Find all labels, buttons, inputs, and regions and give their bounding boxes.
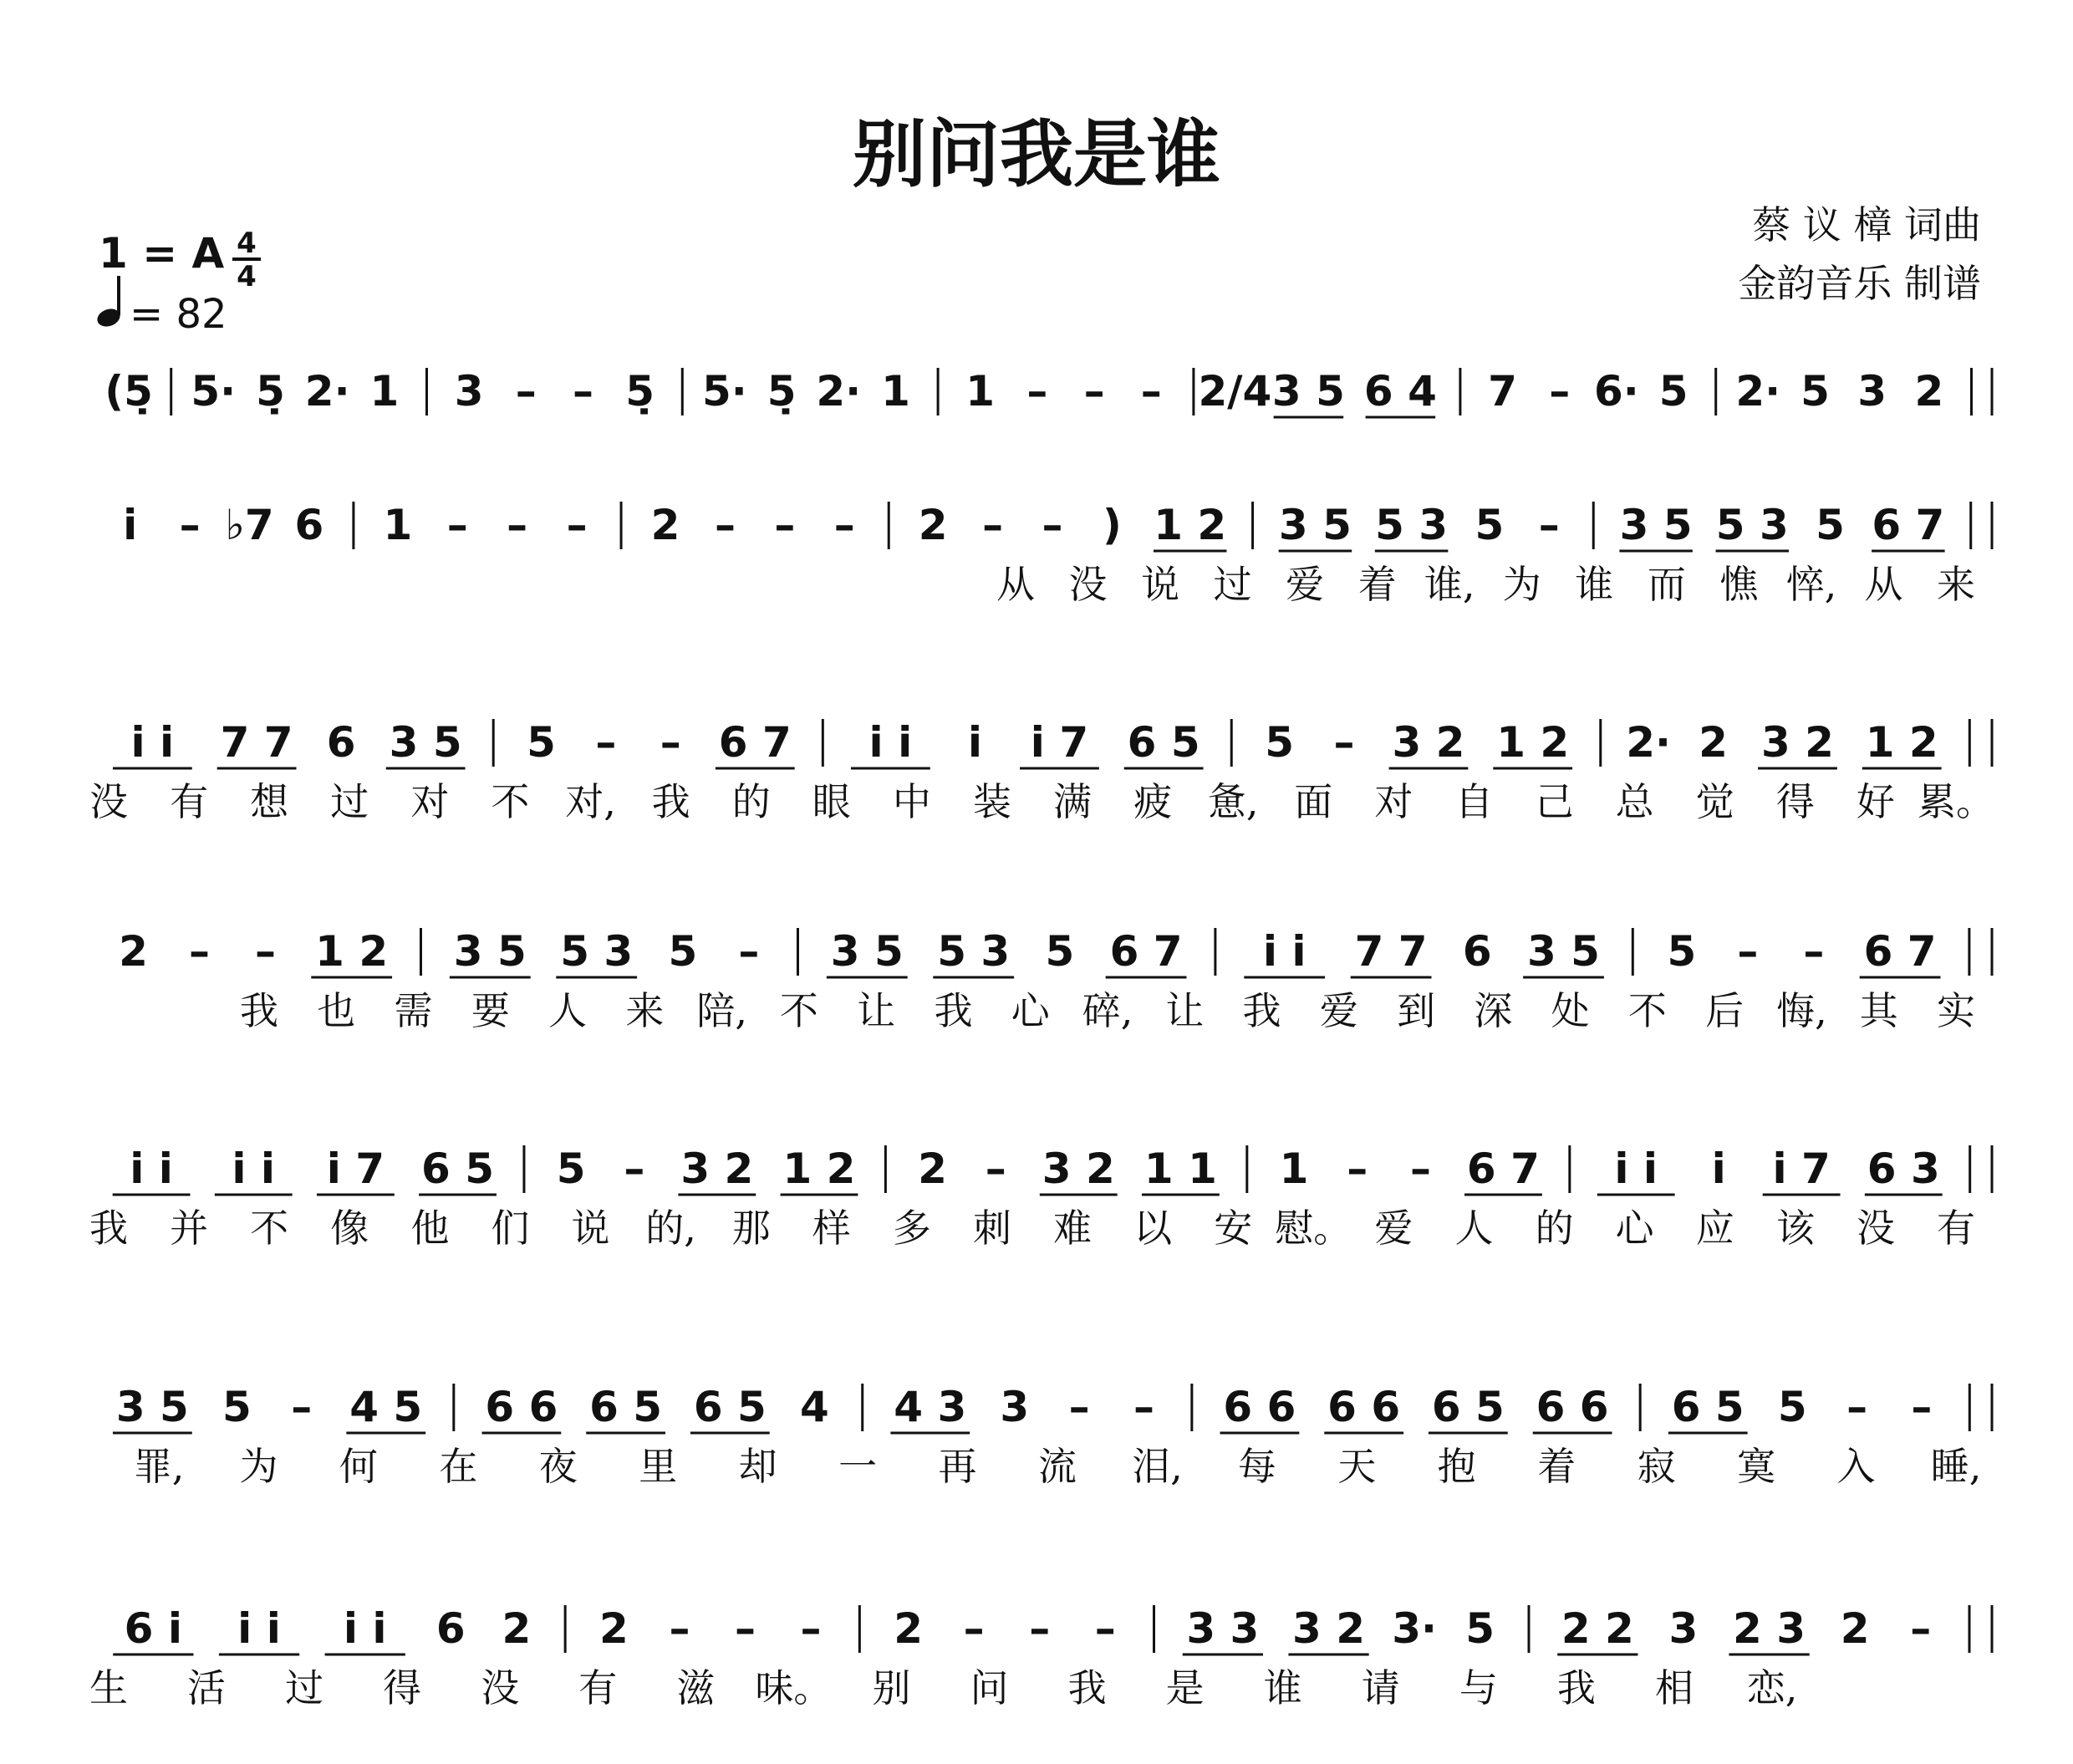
- lyric-syllable: 有: [1937, 1206, 1975, 1251]
- lyric-syllable: 为: [239, 1444, 278, 1489]
- note-token: 7 7: [1354, 927, 1428, 976]
- lyric-syllable: 难: [1053, 1206, 1093, 1251]
- lyric-syllable: 寞: [1737, 1444, 1776, 1489]
- note-token: 5 3: [1375, 501, 1449, 549]
- lyric-syllable: 心: [1615, 1206, 1654, 1251]
- note-token: 1 2: [315, 927, 389, 976]
- note-token: i: [1711, 1145, 1726, 1193]
- note-token: 3: [1857, 367, 1887, 416]
- note-token: 3 5: [1278, 501, 1352, 549]
- note-token: –: [982, 501, 1004, 549]
- lyric-syllable: 陪,: [696, 988, 747, 1033]
- note-token: –: [573, 367, 593, 416]
- lyric-syllable: 到: [1397, 988, 1436, 1033]
- note-token: –: [1737, 927, 1759, 976]
- lyric-syllable: 自: [1454, 779, 1494, 824]
- lyric-syllable: 来: [625, 988, 665, 1033]
- score-system-5: [89, 1145, 1992, 1251]
- lyric-syllable: 我: [240, 988, 278, 1033]
- note-token: 5: [1475, 501, 1505, 549]
- lyric-syllable: 不: [491, 779, 530, 824]
- note-token: –: [1029, 1604, 1051, 1653]
- note-token: 5: [1777, 1383, 1807, 1431]
- lyric-syllable: 流: [1038, 1444, 1077, 1489]
- note-token: –: [515, 367, 537, 416]
- note-token: 5: [527, 718, 556, 767]
- lyric-syllable: 从: [1864, 562, 1903, 607]
- lyric-syllable: 问: [970, 1665, 1009, 1710]
- lyric-syllable: 没: [1856, 1206, 1895, 1251]
- lyric-syllable: 爱: [1286, 562, 1325, 607]
- lyric-syllable: 他: [410, 1206, 450, 1251]
- note-token: –: [1042, 501, 1063, 549]
- lyric-syllable: 好: [1856, 779, 1895, 824]
- lyric-syllable: 多: [892, 1206, 931, 1251]
- note-token: 6 7: [1466, 1145, 1540, 1193]
- note-token: –: [800, 1604, 822, 1653]
- note-token: 5: [1045, 927, 1075, 976]
- lyric-syllable: 在: [439, 1444, 478, 1489]
- lyric-syllable: 刺: [972, 1206, 1011, 1251]
- note-token: 6 7: [1109, 927, 1183, 976]
- note-token: –: [833, 501, 855, 549]
- note-token: 6 7: [1872, 501, 1945, 549]
- note-token: –: [1068, 1383, 1090, 1431]
- lyric-syllable: 说: [571, 1206, 610, 1251]
- note-token: 6 5: [589, 1383, 663, 1431]
- note-token: 2·: [1735, 367, 1781, 416]
- note-token: –: [738, 927, 760, 976]
- lyric-syllable: 中: [892, 779, 931, 824]
- lyric-syllable: 入: [1836, 1444, 1876, 1489]
- note-token: i 7: [1030, 718, 1089, 767]
- note-token: 2·: [1626, 718, 1672, 767]
- lyric-syllable: 对: [1374, 779, 1413, 824]
- note-token: –: [660, 718, 681, 767]
- lyric-syllable: 需: [394, 988, 433, 1033]
- note-token: 3 5: [830, 927, 904, 976]
- note-token: –: [985, 1145, 1006, 1193]
- note-token: i 7: [1772, 1145, 1831, 1193]
- lyric-syllable: 己: [1535, 779, 1574, 824]
- note-token: 3 3: [1186, 1604, 1260, 1653]
- lyric-syllable: 们: [491, 1206, 530, 1251]
- note-token: (5̣: [104, 367, 153, 416]
- note-token: 5: [222, 1383, 252, 1431]
- lyric-syllable: 爱: [1374, 1206, 1413, 1251]
- lyric-syllable: 也: [317, 988, 356, 1033]
- note-token: –: [1409, 1145, 1431, 1193]
- time-signature-bottom: 4: [237, 260, 257, 293]
- note-token: 2·: [304, 367, 350, 416]
- lyric-syllable: 人: [548, 988, 588, 1033]
- lyric-syllable: 寂: [1637, 1444, 1676, 1489]
- note-token: –: [1549, 367, 1571, 416]
- note-token: 7 7: [220, 718, 293, 767]
- lyric-syllable: 碎,: [1082, 988, 1133, 1033]
- lyric-syllable: 让: [1165, 988, 1205, 1033]
- note-token: 5·: [191, 367, 237, 416]
- lyric-syllable: 以: [1133, 1206, 1173, 1251]
- lyric-syllable: 对,: [565, 779, 616, 824]
- lyric-syllable: 谁: [1263, 1665, 1302, 1710]
- lyric-syllable: 着: [1357, 562, 1397, 607]
- lyric-syllable: 像: [330, 1206, 369, 1251]
- lyric-syllable: 总: [1615, 779, 1654, 824]
- note-token: –: [291, 1383, 313, 1431]
- note-token: ): [1102, 501, 1122, 549]
- lyric-syllable: 而: [1647, 562, 1686, 607]
- note-token: 5: [556, 1145, 586, 1193]
- note-token: 3 5: [1526, 927, 1600, 976]
- lyric-syllable: 着: [1537, 1444, 1576, 1489]
- note-token: i 7: [326, 1145, 385, 1193]
- lyric-syllable: 别: [872, 1665, 911, 1710]
- note-token: 5: [1265, 718, 1295, 767]
- lyric-syllable: 每: [1237, 1444, 1276, 1489]
- lyric-syllable: 疲: [1133, 779, 1173, 824]
- lyric-syllable: 的,: [645, 1206, 696, 1251]
- note-token: 3 2: [1392, 718, 1465, 767]
- note-token: 5 3: [560, 927, 634, 976]
- note-token: 5: [1658, 367, 1688, 416]
- note-token: 5̣: [625, 367, 655, 416]
- note-token: 1 2: [1154, 501, 1227, 549]
- note-token: 3 5: [453, 927, 527, 976]
- note-token: 6 5: [421, 1145, 495, 1193]
- lyric-syllable: 不: [250, 1206, 289, 1251]
- note-token: –: [507, 501, 528, 549]
- note-token: 3 2: [680, 1145, 754, 1193]
- note-token: –: [179, 501, 201, 549]
- note-token: 6 6: [485, 1383, 558, 1431]
- lyric-syllable: 安: [1214, 1206, 1253, 1251]
- lyric-syllable: 活: [187, 1665, 227, 1710]
- lyric-syllable: 过: [330, 779, 369, 824]
- note-token: 2 2: [1561, 1604, 1634, 1653]
- lyric-syllable: 惫,: [1207, 779, 1259, 824]
- note-token: 2: [1914, 367, 1944, 416]
- note-token: –: [669, 1604, 690, 1653]
- lyric-syllable: 来: [1937, 562, 1975, 607]
- lyric-syllable: 样: [812, 1206, 851, 1251]
- lyric-syllable: 慰。: [1275, 1206, 1352, 1251]
- lyric-syllable: 与: [1459, 1665, 1498, 1710]
- note-token: 3 5: [115, 1383, 189, 1431]
- lyric-syllable: 恋,: [1746, 1665, 1798, 1710]
- lyric-syllable: 一: [838, 1444, 878, 1489]
- note-token: 2: [650, 501, 680, 549]
- note-token: 6 5: [1127, 718, 1200, 767]
- note-token: 6 5: [1431, 1383, 1505, 1431]
- note-token: –: [1910, 1604, 1932, 1653]
- note-token: 2·: [816, 367, 862, 416]
- note-token: 6 6: [1223, 1383, 1296, 1431]
- note-token: –: [624, 1145, 645, 1193]
- note-token: 3 5: [1619, 501, 1693, 549]
- lyric-syllable: 应: [1695, 1206, 1734, 1251]
- lyric-syllable: 爱: [1319, 988, 1358, 1033]
- note-token: 5·: [702, 367, 747, 416]
- lyric-syllable: 再: [938, 1444, 977, 1489]
- lyric-syllable: 憔: [1719, 562, 1759, 607]
- note-token: 5 3: [937, 927, 1011, 976]
- note-token: 2/4: [1198, 367, 1272, 416]
- lyric-syllable: 要: [471, 988, 510, 1033]
- lyric-syllable: 该: [1775, 1206, 1815, 1251]
- lyric-syllable: 相: [1654, 1665, 1694, 1710]
- note-token: 5: [668, 927, 698, 976]
- note-token: –: [1803, 927, 1825, 976]
- note-token: 6 5: [693, 1383, 767, 1431]
- lyric-syllable: 装: [972, 779, 1011, 824]
- lyric-syllable: 我: [1242, 988, 1281, 1033]
- note-token: i i: [130, 718, 175, 767]
- note-token: 6·: [1594, 367, 1639, 416]
- lyric-syllable: 那: [731, 1206, 771, 1251]
- note-token: 6: [294, 501, 324, 549]
- note-token: i: [123, 501, 138, 549]
- note-token: 1 2: [1865, 718, 1938, 767]
- lyric-syllable: 请: [1361, 1665, 1400, 1710]
- note-token: 2: [599, 1604, 629, 1653]
- score-system-2: [123, 501, 1992, 607]
- time-signature-top: 4: [237, 227, 257, 260]
- lyric-syllable: 对: [410, 779, 450, 824]
- lyric-syllable: 想: [250, 779, 289, 824]
- lyric-syllable: 并: [170, 1206, 209, 1251]
- lyric-syllable: 其: [1859, 988, 1898, 1033]
- note-token: 2 3: [1733, 1604, 1806, 1653]
- note-token: 6 5: [1671, 1383, 1744, 1431]
- lyric-syllable: 我: [934, 988, 973, 1033]
- note-token: 1 1: [1143, 1145, 1217, 1193]
- lyric-syllable: 我: [89, 1206, 128, 1251]
- lyric-syllable: 得: [1775, 779, 1815, 824]
- note-token: –: [188, 927, 210, 976]
- note-token: –: [595, 718, 617, 767]
- note-token: 6 i: [124, 1604, 183, 1653]
- note-token: 4: [799, 1383, 829, 1431]
- note-token: 6: [326, 718, 356, 767]
- lyric-syllable: 泪,: [1132, 1444, 1183, 1489]
- note-token: 2: [894, 1604, 924, 1653]
- lyric-syllable: 悴,: [1785, 562, 1837, 607]
- note-token: 1: [881, 367, 910, 416]
- lyric-syllable: 面: [1294, 779, 1333, 824]
- note-token: 6: [435, 1604, 466, 1653]
- lyric-syllable: 夜: [538, 1444, 578, 1489]
- note-token: 1: [369, 367, 400, 416]
- note-token: 3: [1000, 1383, 1030, 1431]
- note-token: ♭7: [225, 501, 274, 549]
- note-token: 5: [1667, 927, 1697, 976]
- lyric-syllable: 没: [89, 779, 128, 824]
- quarter-note-icon: [94, 276, 122, 329]
- lyric-syllable: 实: [1937, 988, 1975, 1033]
- note-token: 2: [1699, 718, 1728, 767]
- note-token: –: [963, 1604, 985, 1653]
- note-token: 1 2: [782, 1145, 856, 1193]
- note-token: 4 3: [894, 1383, 967, 1431]
- note-token: –: [1846, 1383, 1868, 1431]
- note-token: –: [1140, 367, 1162, 416]
- note-token: 3: [454, 367, 484, 416]
- lyric-syllable: 得: [383, 1665, 422, 1710]
- lyric-syllable: 的: [731, 779, 771, 824]
- note-token: 2: [918, 501, 948, 549]
- lyric-syllable: 不: [1627, 988, 1667, 1033]
- lyric-syllable: 的: [1535, 1206, 1574, 1251]
- note-token: 4 5: [349, 1383, 423, 1431]
- score-system-4: [119, 927, 1992, 1033]
- note-token: –: [1133, 1383, 1154, 1431]
- lyric-syllable: 我: [1556, 1665, 1596, 1710]
- lyric-syllable: 睡,: [1930, 1444, 1982, 1489]
- note-token: –: [1347, 1145, 1368, 1193]
- lyric-syllable: 谁,: [1424, 562, 1475, 607]
- lyric-syllable: 深: [1474, 988, 1513, 1033]
- note-token: 6: [1462, 927, 1492, 976]
- lyric-syllable: 眼: [812, 779, 851, 824]
- note-token: i i: [237, 1604, 281, 1653]
- note-token: i: [967, 718, 983, 767]
- note-token: 1: [965, 367, 996, 416]
- arranger-credit: 金韵音乐 制谱: [1738, 261, 1981, 306]
- lyric-syllable: 里: [639, 1444, 678, 1489]
- note-token: –: [735, 1604, 756, 1653]
- lyric-syllable: 味。: [755, 1665, 833, 1710]
- lyric-syllable: 不: [779, 988, 818, 1033]
- note-token: i i: [1262, 927, 1306, 976]
- lyric-syllable: 谁: [1575, 562, 1614, 607]
- lyric-syllable: 我: [1067, 1665, 1107, 1710]
- lyric-syllable: 没: [1068, 562, 1108, 607]
- lyric-syllable: 我: [651, 779, 690, 824]
- note-token: 7: [1488, 367, 1517, 416]
- lyric-syllable: 人: [1454, 1206, 1494, 1251]
- song-title: 别问我是谁: [852, 111, 1221, 197]
- composer-credit: 蔡 议 樟 词曲: [1752, 202, 1981, 247]
- note-token: 6 6: [1536, 1383, 1609, 1431]
- note-token: 6 3: [1867, 1145, 1940, 1193]
- note-token: –: [1911, 1383, 1933, 1431]
- note-token: 3 2: [1292, 1604, 1366, 1653]
- note-token: –: [1083, 367, 1105, 416]
- lyric-syllable: 抱: [1437, 1444, 1476, 1489]
- score-system-3: [89, 718, 1994, 824]
- note-token: 5̣: [767, 367, 797, 416]
- note-token: –: [446, 501, 468, 549]
- lyric-syllable: 悔,: [1776, 988, 1827, 1033]
- lyric-syllable: 却: [738, 1444, 777, 1489]
- lyric-syllable: 后: [1705, 988, 1744, 1033]
- lyric-syllable: 处: [1551, 988, 1590, 1033]
- note-token: 3 5: [389, 718, 462, 767]
- note-token: 6 4: [1363, 367, 1437, 416]
- note-token: 5̣: [256, 367, 285, 416]
- note-token: –: [1333, 718, 1355, 767]
- lyric-syllable: 让: [857, 988, 896, 1033]
- tempo-marking: = 82: [130, 291, 227, 338]
- lyric-syllable: 何: [339, 1444, 378, 1489]
- lyric-syllable: 有: [578, 1665, 618, 1710]
- lyric-syllable: 过: [285, 1665, 324, 1710]
- lyric-syllable: 满: [1053, 779, 1093, 824]
- note-token: i i: [343, 1604, 387, 1653]
- score-system-6: [113, 1383, 1992, 1489]
- note-token: 5 3: [1715, 501, 1789, 549]
- note-token: 6 6: [1327, 1383, 1401, 1431]
- note-token: –: [254, 927, 276, 976]
- note-token: 3: [1668, 1604, 1699, 1653]
- lyric-syllable: 觉: [1695, 779, 1734, 824]
- note-token: 1 2: [1496, 718, 1570, 767]
- note-token: –: [774, 501, 796, 549]
- note-token: i i: [1614, 1145, 1658, 1193]
- lyric-syllable: 滋: [676, 1665, 716, 1710]
- note-token: –: [1538, 501, 1560, 549]
- lyric-syllable: 从: [996, 562, 1035, 607]
- note-token: 2: [1840, 1604, 1870, 1653]
- score-system-1: [104, 367, 1992, 417]
- lyric-syllable: 为: [1502, 562, 1541, 607]
- note-token: 2: [918, 1145, 947, 1193]
- note-token: –: [1094, 1604, 1116, 1653]
- lyric-syllable: 是: [1165, 1665, 1205, 1710]
- note-token: 6 7: [1863, 927, 1937, 976]
- lyric-syllable: 天: [1337, 1444, 1377, 1489]
- note-token: 3 2: [1042, 1145, 1115, 1193]
- lyric-syllable: 累。: [1918, 779, 1994, 824]
- note-token: i i: [130, 1145, 173, 1193]
- note-token: 3 2: [1760, 718, 1834, 767]
- note-token: –: [1026, 367, 1048, 416]
- score-system-7: [89, 1604, 1992, 1710]
- lyric-syllable: 说: [1141, 562, 1180, 607]
- note-token: 2: [502, 1604, 532, 1653]
- note-token: 6 7: [718, 718, 792, 767]
- lyric-syllable: 过: [1213, 562, 1252, 607]
- key-signature: 1 = A: [99, 229, 225, 278]
- lyric-syllable: 有: [170, 779, 209, 824]
- note-token: 2: [119, 927, 148, 976]
- note-token: 3·: [1392, 1604, 1438, 1653]
- note-token: 5: [1801, 367, 1830, 416]
- note-token: –: [714, 501, 736, 549]
- lyric-syllable: 罪,: [133, 1444, 185, 1489]
- note-token: 5: [1465, 1604, 1495, 1653]
- note-token: –: [566, 501, 588, 549]
- score-systems: [89, 367, 1994, 1710]
- note-token: i i: [868, 718, 913, 767]
- note-token: 3 5: [1271, 367, 1345, 416]
- lyric-syllable: 生: [89, 1665, 128, 1710]
- lyric-syllable: 没: [481, 1665, 520, 1710]
- note-token: i i: [232, 1145, 276, 1193]
- note-token: 1: [383, 501, 413, 549]
- lyric-syllable: 心: [1011, 988, 1050, 1033]
- note-token: 1: [1279, 1145, 1309, 1193]
- note-token: 5: [1816, 501, 1845, 549]
